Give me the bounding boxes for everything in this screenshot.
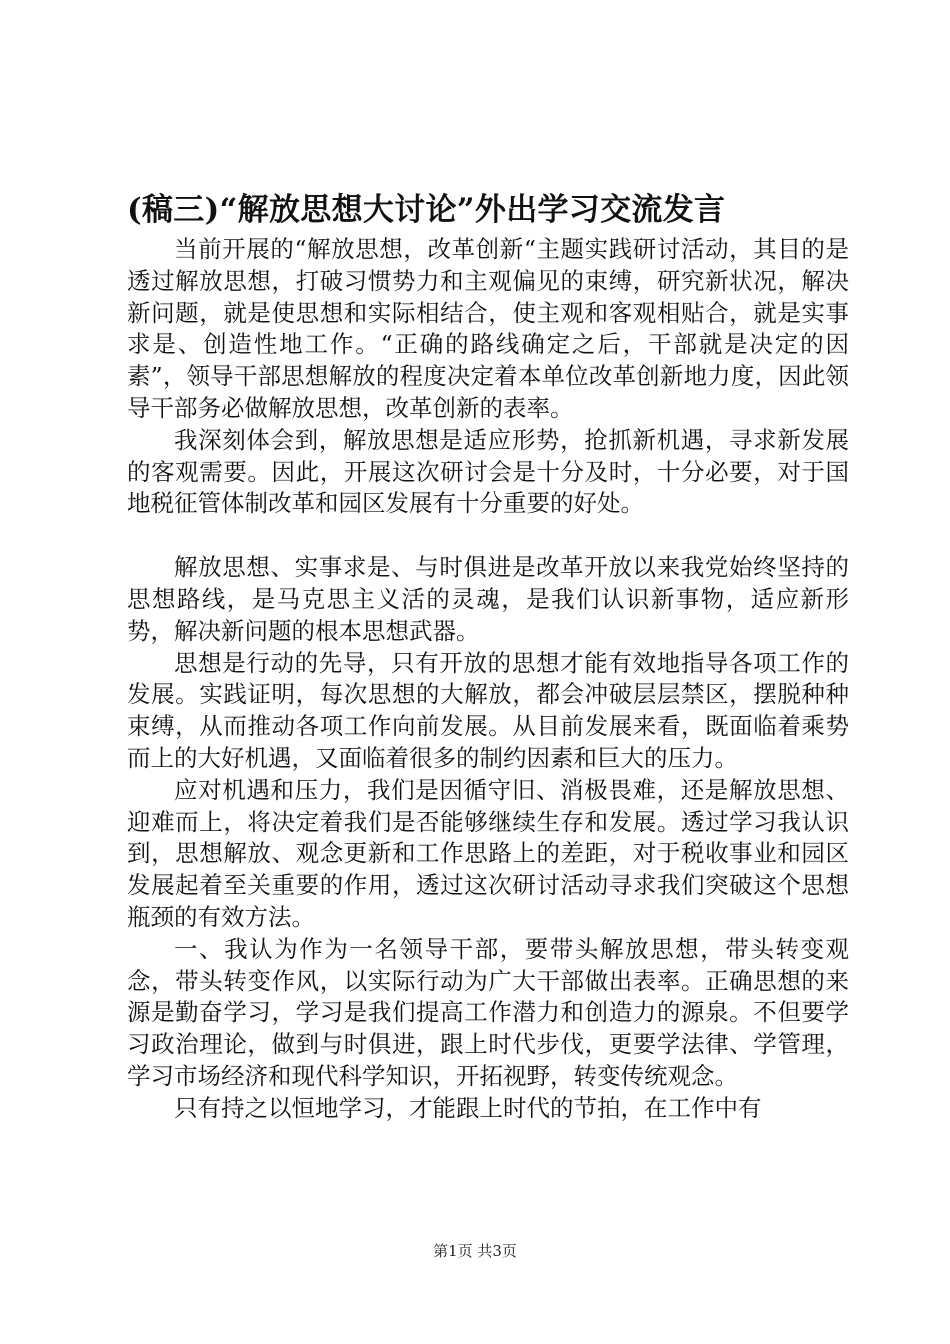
document-title: (稿三)“解放思想大讨论”外出学习交流发言 bbox=[127, 192, 726, 228]
paragraph: 解放思想、实事求是、与时俱进是改革开放以来我党始终坚持的思想路线，是马克思主义活的灵魂，是我们认识新事物，适应新形势，解决新问题的根本思想武器。 bbox=[127, 553, 849, 645]
paragraph: 当前开展的“解放思想，改革创新“主题实践研讨活动，其目的是透过解放思想，打破习惯势力和主观偏见的束缚，研究新状况，解决新问题，就是使思想和实际相结合，使主观和客观相贴合，就是实事求是、创造性地工作。“正确的路线确定之后，干部就是决定的因素”，领导干部思想解放的程度决定着本单位改革创新地力度，因此领导干部务必做解放思想，改革创新的表率。 bbox=[127, 235, 849, 422]
document-body bbox=[127, 234, 849, 1125]
paragraph: 我深刻体会到，解放思想是适应形势，抢抓新机遇，寻求新发展的客观需要。因此，开展这次研讨会是十分及时，十分必要，对于国地税征管体制改革和园区发展有十分重要的好处。 bbox=[127, 425, 849, 518]
paragraph: 思想是行动的先导，只有开放的思想才能有效地指导各项工作的发展。实践证明，每次思想的大解放，都会冲破层层禁区，摆脱种种束缚，从而推动各项工作向前发展。从目前发展来看，既面临着乘势而上的大好机遇，又面临着很多的制约因素和巨大的压力。 bbox=[127, 648, 849, 772]
page-number-footer: 第1页 共3页 bbox=[433, 1242, 517, 1260]
paragraph: 只有持之以恒地学习，才能跟上时代的节拍，在工作中有 bbox=[174, 1093, 762, 1122]
paragraph: 一、我认为作为一名领导干部，要带头解放思想，带头转变观念，带头转变作风，以实际行动为广大干部做出表率。正确思想的来源是勤奋学习，学习是我们提高工作潜力和创造力的源泉。不但要学习政治理论，做到与时俱进，跟上时代步伐，更要学法律、学管理，学习市场经济和现代科学知识，开拓视野，转变传统观念。 bbox=[127, 934, 849, 1090]
paragraph: 应对机遇和压力，我们是因循守旧、消极畏难，还是解放思想、迎难而上，将决定着我们是否能够继续生存和发展。透过学习我认识到，思想解放、观念更新和工作思路上的差距，对于税收事业和园区发展起着至关重要的作用，透过这次研讨活动寻求我们突破这个思想瓶颈的有效方法。 bbox=[127, 775, 849, 931]
paragraph-spacer bbox=[127, 520, 849, 552]
